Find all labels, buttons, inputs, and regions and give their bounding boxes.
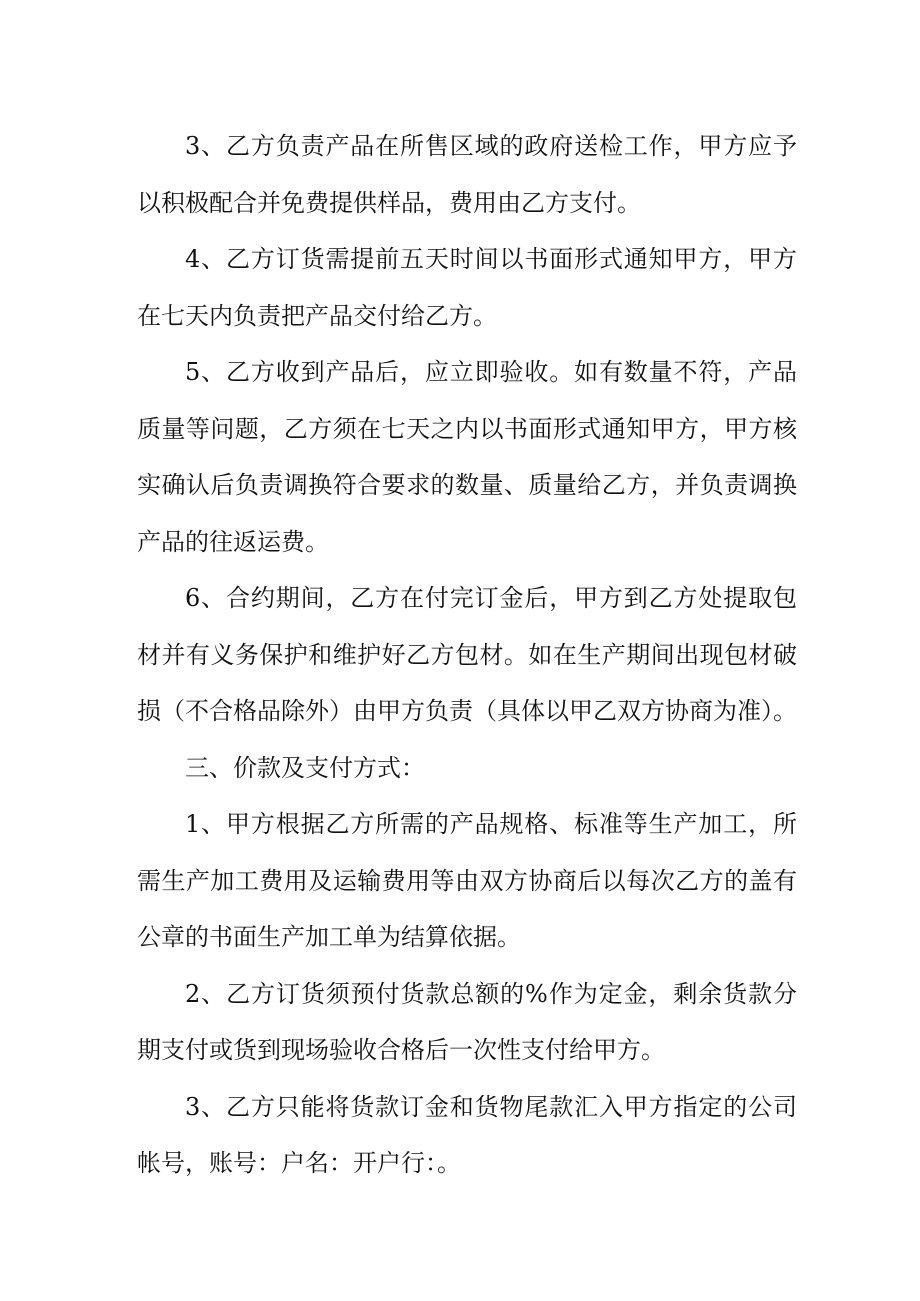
section-heading-payment: 三、价款及支付方式： <box>185 753 425 782</box>
payment-clause-2: 2、乙方订货须预付货款总额的%作为定金，剩余货款分期支付或货到现场验收合格后一次性支付给甲方。 <box>137 979 797 1064</box>
clause-3-inspection: 3、乙方负责产品在所售区域的政府送检工作，甲方应予以积极配合并免费提供样品，费用由乙方支付。 <box>137 132 797 217</box>
clause-6-packaging: 6、合约期间，乙方在付完订金后，甲方到乙方处提取包材并有义务保护和维护好乙方包材。如在生产期间出现包材破损（不合格品除外）由甲方负责（具体以甲乙双方协商为准）。 <box>137 584 797 725</box>
clause-4-ordering: 4、乙方订货需提前五天时间以书面形式通知甲方，甲方在七天内负责把产品交付给乙方。 <box>137 245 797 330</box>
payment-clause-1: 1、甲方根据乙方所需的产品规格、标准等生产加工，所需生产加工费用及运输费用等由双方协商后以每次乙方的盖有公章的书面生产加工单为结算依据。 <box>137 810 797 951</box>
document-body <box>137 118 797 1192</box>
payment-clause-3: 3、乙方只能将货款订金和货物尾款汇入甲方指定的公司帐号，账号：户名：开户行：。 <box>137 1092 797 1177</box>
clause-5-acceptance: 5、乙方收到产品后，应立即验收。如有数量不符，产品质量等问题，乙方须在七天之内以书面形式通知甲方，甲方核实确认后负责调换符合要求的数量、质量给乙方，并负责调换产品的往返运费。 <box>137 358 797 556</box>
